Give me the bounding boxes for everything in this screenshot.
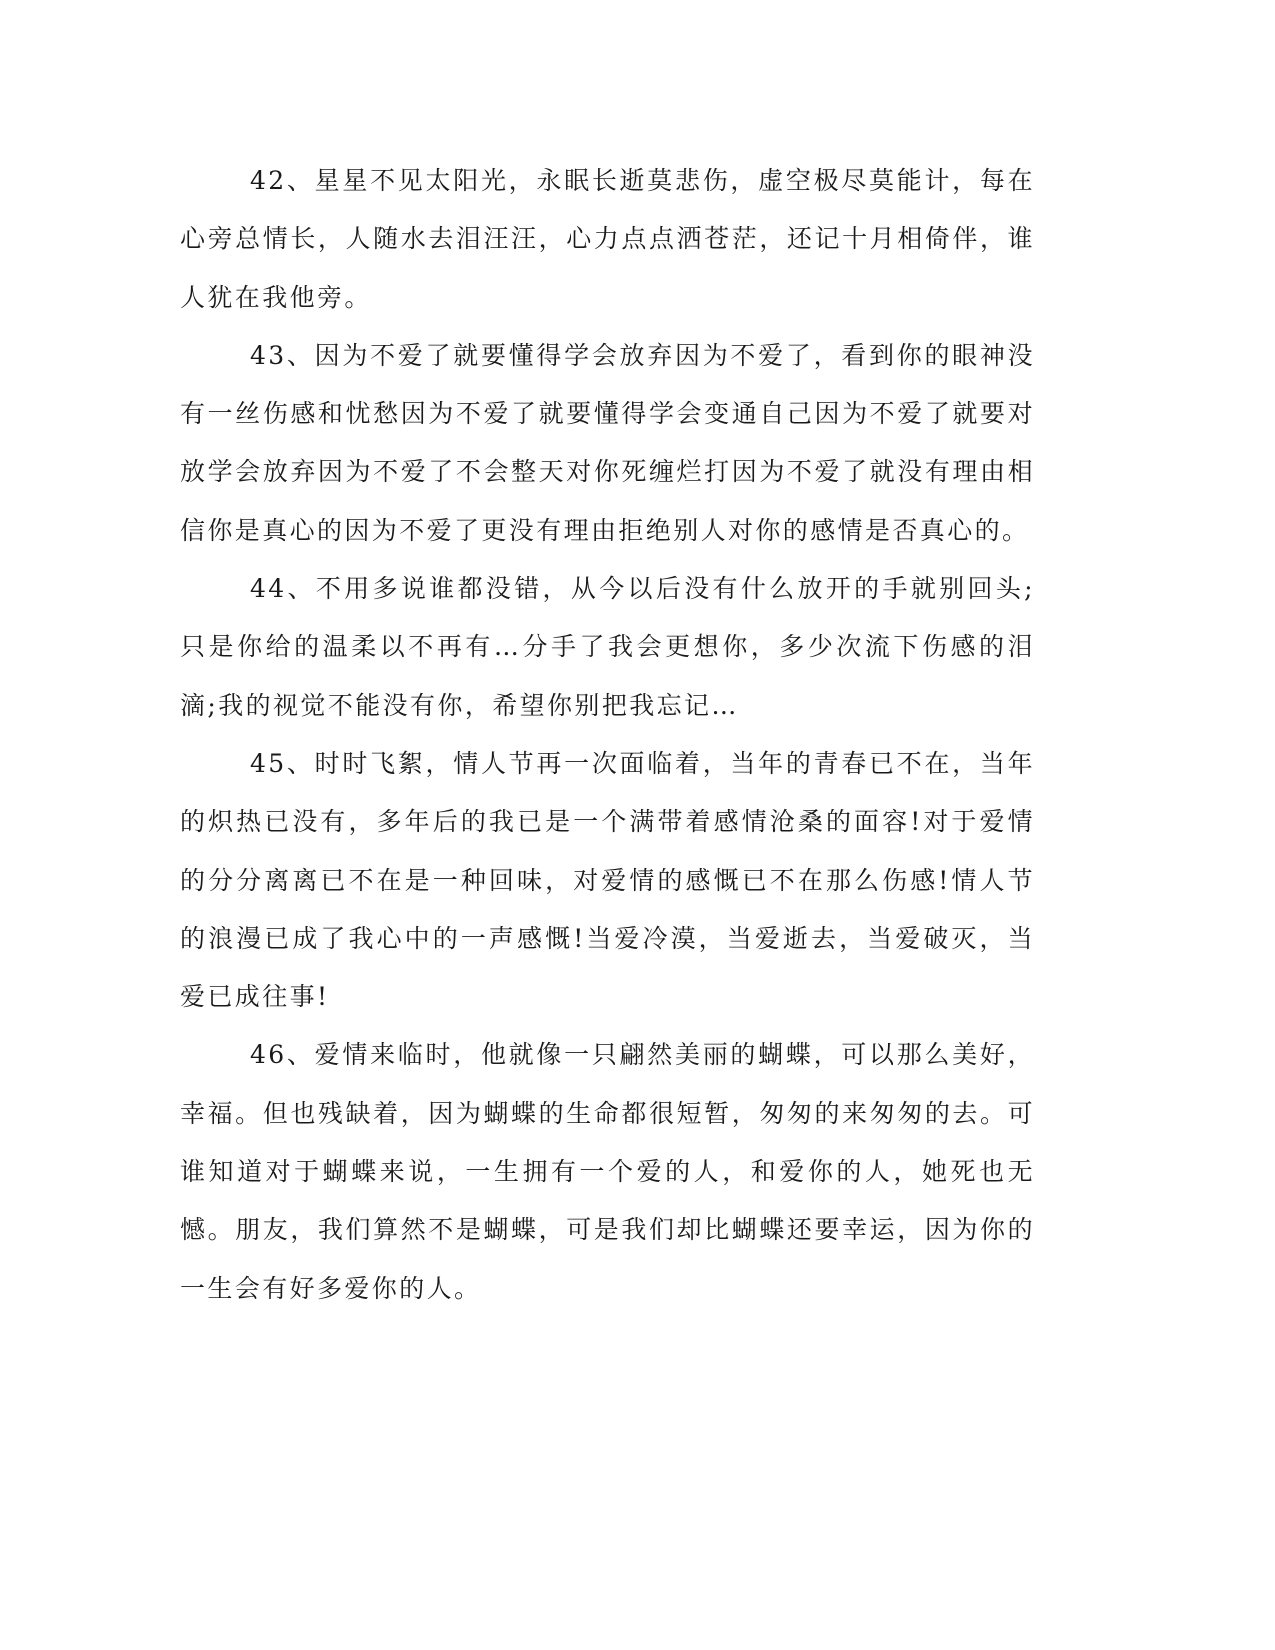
paragraph-44: 44、不用多说谁都没错，从今以后没有什么放开的手就别回头;只是你给的温柔以不再有…分手了我会更想你，多少次流下伤感的泪滴;我的视觉不能没有你，希望你别把我忘记… <box>180 574 1035 720</box>
paragraph-46: 46、爱情来临时，他就像一只翩然美丽的蝴蝶，可以那么美好，幸福。但也残缺着，因为蝴蝶的生命都很短暂，匆匆的来匆匆的去。可谁知道对于蝴蝶来说，一生拥有一个爱的人，和爱你的人，她死也无憾。朋友，我们算然不是蝴蝶，可是我们却比蝴蝶还要幸运，因为你的一生会有好多爱你的人。 <box>180 1040 1035 1303</box>
paragraph-42: 42、星星不见太阳光，永眠长逝莫悲伤，虚空极尽莫能计，每在心旁总情长，人随水去泪汪汪，心力点点洒苍茫，还记十月相倚伴，谁人犹在我他旁。 <box>180 166 1035 312</box>
paragraph-43: 43、因为不爱了就要懂得学会放弃因为不爱了，看到你的眼神没有一丝伤感和忧愁因为不爱了就要懂得学会变通自己因为不爱了就要对放学会放弃因为不爱了不会整天对你死缠烂打因为不爱了就没有理由相信你是真心的因为不爱了更没有理由拒绝别人对你的感情是否真心的。 <box>180 340 1035 545</box>
document-body <box>180 152 1035 1318</box>
paragraph-45: 45、时时飞絮，情人节再一次面临着，当年的青春已不在，当年的炽热已没有，多年后的我已是一个满带着感情沧桑的面容!对于爱情的分分离离已不在是一种回味，对爱情的感慨已不在那么伤感!情人节的浪漫已成了我心中的一声感慨!当爱冷漠，当爱逝去，当爱破灭，当爱已成往事! <box>180 748 1035 1012</box>
